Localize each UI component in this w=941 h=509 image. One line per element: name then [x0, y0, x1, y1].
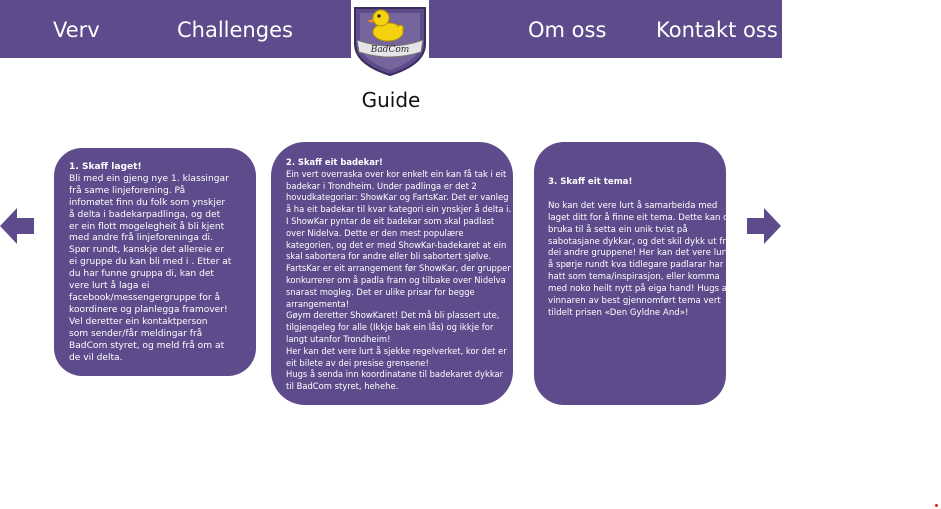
card-line: FartsKar er eit arrangement før ShowKar, der grupper	[286, 263, 511, 274]
card-line: arrangementa!	[286, 298, 350, 309]
card-line: hatt som tema/inspirasjon, eller komma	[548, 272, 720, 283]
card-line: konkurrerer om å padla fram og tilbake over Nidelva	[286, 274, 506, 285]
card-line: med noko heilt nytt på eiga hand! Hugs at	[548, 284, 731, 295]
badcom-logo[interactable]	[351, 0, 429, 77]
nav-link-om-oss[interactable]: Om oss	[528, 18, 607, 42]
card-line: badekar i Trondheim. Under padlinga er det 2	[286, 180, 477, 191]
card-line: Vel deretter ein kontaktperson	[69, 316, 208, 327]
card-line: snarast mogleg. Det er ulike prisar for begge	[286, 286, 475, 297]
card-line: dei andre gruppene! Her kan det vere lurt	[548, 248, 729, 259]
nav-link-kontakt-oss[interactable]: Kontakt oss	[656, 18, 778, 42]
card-line: hovudkategoriar: ShowKar og FartsKar. Det er vanleg	[286, 192, 509, 203]
card-line: de vil delta.	[69, 352, 123, 363]
card-line: med andre frå linjeforeninga di.	[69, 233, 213, 244]
card-heading: 1. Skaff laget!	[69, 162, 142, 172]
card-line: Hugs å senda inn koordinatane til badekaret dykkar	[286, 369, 504, 380]
card-line: sabotasjane dykkar, og det skil dykk ut frå	[548, 236, 732, 247]
arrow-left-icon[interactable]	[0, 208, 34, 244]
card-line: I ShowKar pyntar de eit badekar som skal padlast	[286, 215, 495, 226]
card-line: kategorien, og det er med ShowKar-badekaret at ein	[286, 239, 507, 250]
card-line: er ein flott mogelegheit å bli kjent	[69, 221, 225, 232]
card-heading: 3. Skaff eit tema!	[548, 177, 633, 187]
card-line: laget ditt for å finne eit tema. Dette kan de	[548, 212, 734, 223]
card-line: koordinere og planlegga framover!	[69, 304, 228, 315]
card-line: du har funne gruppa di, kan det	[69, 269, 214, 280]
nav-link-challenges[interactable]: Challenges	[177, 18, 293, 42]
card-line: å delta i badekarpadlinga, og det	[69, 209, 221, 220]
guide-card-step-3	[534, 142, 734, 405]
badcom-logo-graphic	[351, 0, 429, 77]
card-line: over Nidelva. Dette er den mest populære	[286, 227, 464, 238]
card-line: tilgjengeleg for alle (Ikkje bak ein lås) og ikkje for	[286, 322, 494, 333]
card-line: infomøtet finn du folk som ynskjer	[69, 197, 226, 208]
card-line: Bli med ein gjeng nye 1. klassingar	[69, 173, 229, 184]
card-spacer	[548, 189, 726, 201]
card-line: å spørje rundt kva tidlegare padlarar har	[548, 260, 724, 271]
page-title: Guide	[361, 88, 421, 112]
card-line: No kan det vere lurt å samarbeida med	[548, 200, 718, 211]
guide-card-step-2	[271, 142, 513, 405]
card-line: til BadCom styret, hehehe.	[286, 381, 399, 392]
card-line: vere lurt å laga ei	[69, 281, 150, 292]
card-line: Gøym deretter ShowKaret! Det må bli plassert ute,	[286, 310, 500, 321]
card-line: Ein vert overraska over kor enkelt ein kan få tak i eit	[286, 168, 507, 179]
card-line: skal sabortera for andre eller bli sabortert sjølve.	[286, 251, 492, 262]
card-line: Her kan det vere lurt å sjekke regelverket, kor det er	[286, 345, 507, 356]
arrow-right-icon[interactable]	[747, 208, 781, 244]
red-marker-dot	[935, 504, 938, 507]
card-line: tildelt prisen «Den Gyldne And»!	[548, 307, 689, 318]
card-line: frå same linjeforening. På	[69, 185, 186, 196]
card-line: BadCom styret, og meld frå om at	[69, 340, 225, 351]
card-line: bruka til å setta ein unik tvist på	[548, 224, 688, 235]
card-line: som sender/får meldingar frå	[69, 328, 203, 339]
card-line: å ha eit badekar til kvar kategori ein ynskjer å delta i.	[286, 204, 512, 215]
logo-text: BadCom	[370, 45, 410, 55]
card-line: ei gruppe du kan bli med i . Etter at	[69, 257, 232, 268]
card-line: facebook/messengergruppe for å	[69, 292, 221, 303]
card-heading: 2. Skaff eit badekar!	[286, 157, 383, 167]
nav-link-verv[interactable]: Verv	[53, 18, 100, 42]
card-line: Spør rundt, kanskje det allereie er	[69, 245, 225, 256]
card-line: eit bilete av dei presise grensene!	[286, 357, 429, 368]
guide-card-step-1	[54, 148, 256, 376]
card-line: vinnaren av best gjennomført tema vert	[548, 296, 721, 307]
card-line: langt utanfor Trondheim!	[286, 333, 391, 344]
